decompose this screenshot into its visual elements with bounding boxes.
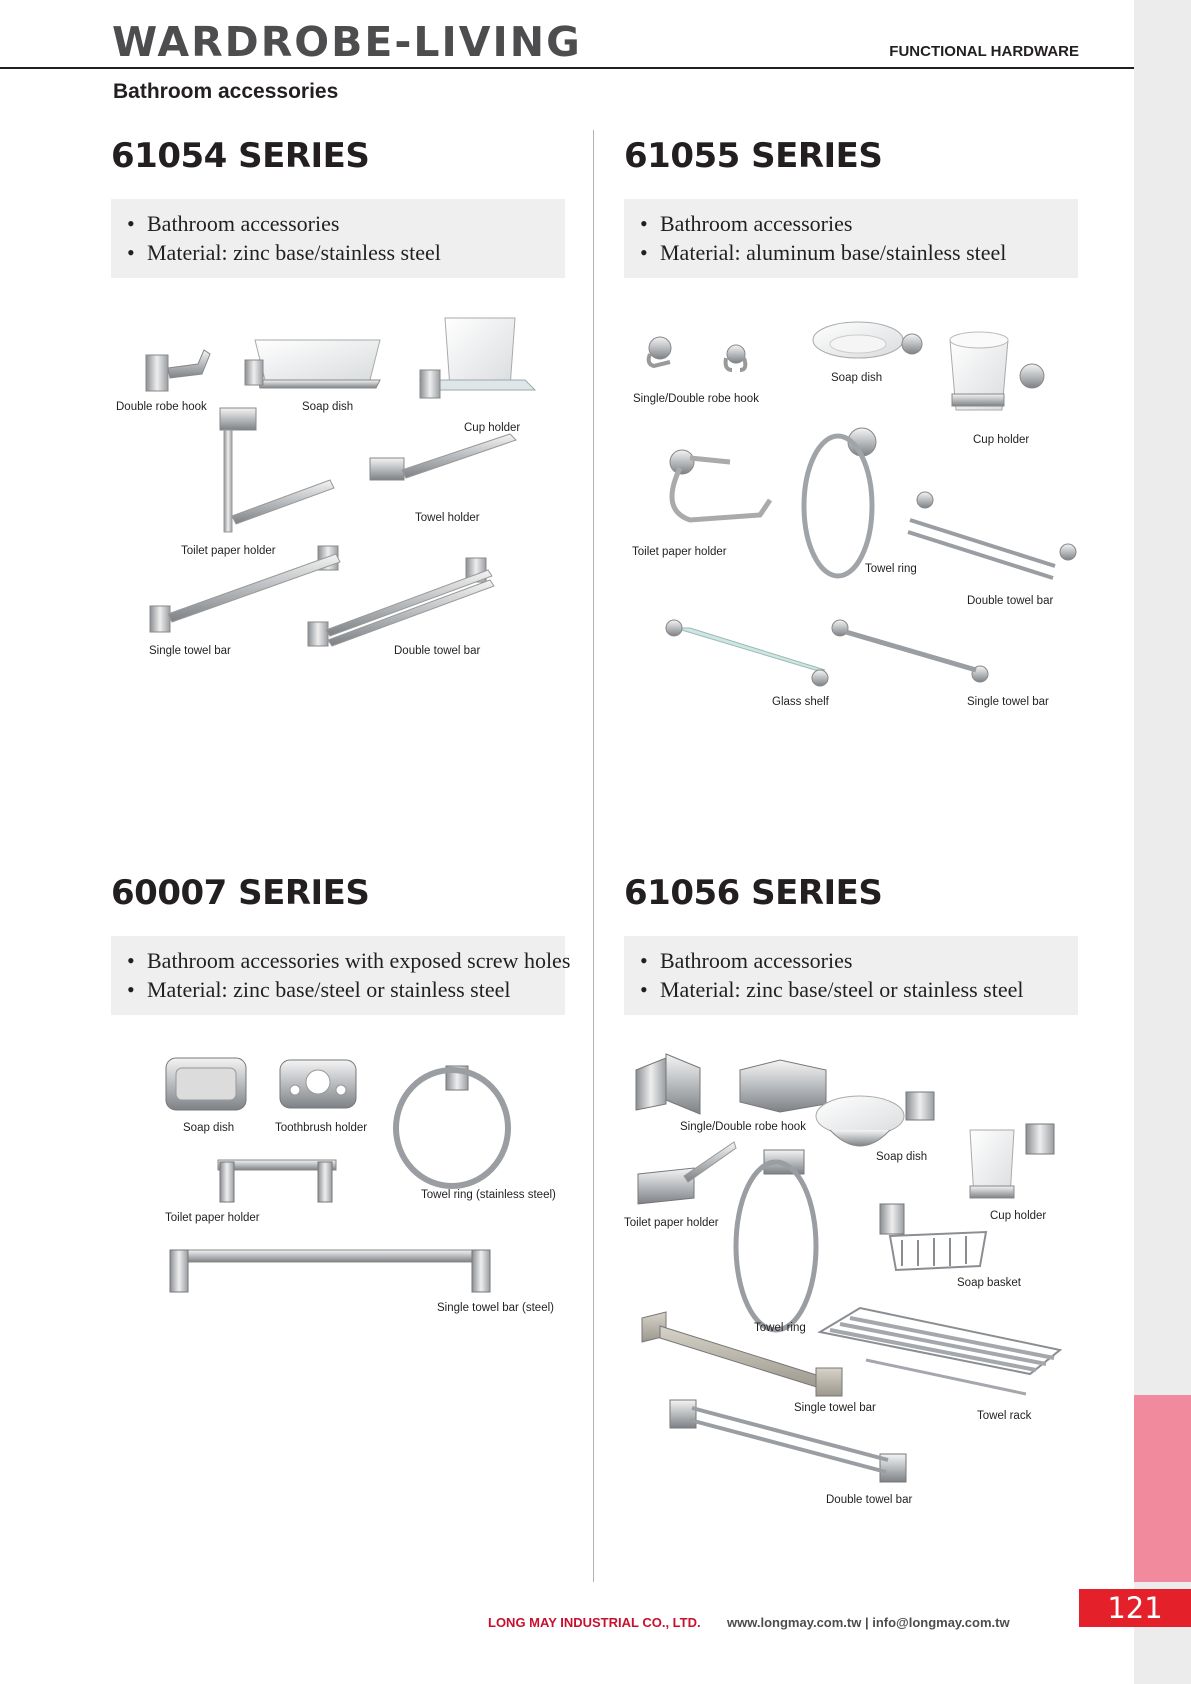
- caption: Soap dish: [876, 1151, 928, 1163]
- caption: Single/Double robe hook: [680, 1121, 806, 1133]
- caption: Towel rack: [977, 1410, 1032, 1422]
- series-60007-title: 60007 SERIES: [111, 873, 370, 913]
- page-subtitle: Bathroom accessories: [113, 80, 339, 103]
- caption: Double towel bar: [967, 595, 1054, 607]
- series-61056-title: 61056 SERIES: [624, 873, 883, 913]
- series-61055-specs: • Bathroom accessories • Material: aluminum base/stainless steel: [624, 199, 1078, 278]
- caption: Toothbrush holder: [275, 1122, 368, 1134]
- caption: Single towel bar: [794, 1402, 876, 1414]
- page-number: 121: [1079, 1589, 1191, 1627]
- caption: Cup holder: [990, 1210, 1047, 1222]
- caption: Soap dish: [302, 401, 354, 413]
- caption: Double towel bar: [826, 1494, 913, 1506]
- page-title: WARDROBE-LIVING: [112, 18, 582, 66]
- caption: Single/Double robe hook: [633, 393, 759, 405]
- caption: Soap dish: [831, 372, 883, 384]
- caption: Soap basket: [957, 1277, 1021, 1289]
- spec-line: Material: zinc base/steel or stainless steel: [660, 977, 1024, 1002]
- spec-line: Bathroom accessories: [660, 948, 853, 973]
- caption: Soap dish: [183, 1122, 235, 1134]
- caption: Double robe hook: [116, 401, 207, 413]
- column-divider: [593, 130, 594, 1582]
- caption: Single towel bar: [967, 696, 1049, 708]
- footer-contact: www.longmay.com.tw | info@longmay.com.tw: [727, 1615, 1010, 1630]
- spec-line: Material: zinc base/stainless steel: [147, 240, 441, 265]
- series-61054-products-image: [140, 310, 580, 660]
- section-label: FUNCTIONAL HARDWARE: [889, 43, 1079, 60]
- caption: Toilet paper holder: [624, 1217, 719, 1229]
- caption: Double towel bar: [394, 645, 481, 657]
- spec-line: Bathroom accessories with exposed screw holes: [147, 948, 571, 973]
- series-60007-specs: • Bathroom accessories with exposed screw holes • Material: zinc base/steel or stainless steel: [111, 936, 565, 1015]
- caption: Single towel bar (steel): [437, 1302, 554, 1314]
- caption: Towel holder: [415, 512, 480, 524]
- caption: Single towel bar: [149, 645, 231, 657]
- series-61055-products-image: [640, 310, 1080, 690]
- series-60007-products-image: [160, 1050, 560, 1300]
- footer-company: LONG MAY INDUSTRIAL CO., LTD.: [488, 1615, 701, 1630]
- series-61056-specs: • Bathroom accessories • Material: zinc base/steel or stainless steel: [624, 936, 1078, 1015]
- caption: Cup holder: [973, 434, 1030, 446]
- caption: Cup holder: [464, 422, 521, 434]
- series-61054-specs: • Bathroom accessories • Material: zinc base/stainless steel: [111, 199, 565, 278]
- spec-line: Bathroom accessories: [660, 211, 853, 236]
- caption: Toilet paper holder: [165, 1212, 260, 1224]
- series-61054-title: 61054 SERIES: [111, 136, 370, 176]
- spec-line: Material: zinc base/steel or stainless steel: [147, 977, 511, 1002]
- caption: Towel ring: [865, 563, 917, 575]
- caption: Towel ring: [754, 1322, 806, 1334]
- caption: Towel ring (stainless steel): [421, 1189, 556, 1201]
- header-rule: [0, 67, 1134, 69]
- caption: Glass shelf: [772, 696, 829, 708]
- caption: Toilet paper holder: [181, 545, 276, 557]
- series-61055-title: 61055 SERIES: [624, 136, 883, 176]
- spec-line: Material: aluminum base/stainless steel: [660, 240, 1007, 265]
- section-tab: [1134, 1395, 1191, 1582]
- caption: Toilet paper holder: [632, 546, 727, 558]
- spec-line: Bathroom accessories: [147, 211, 340, 236]
